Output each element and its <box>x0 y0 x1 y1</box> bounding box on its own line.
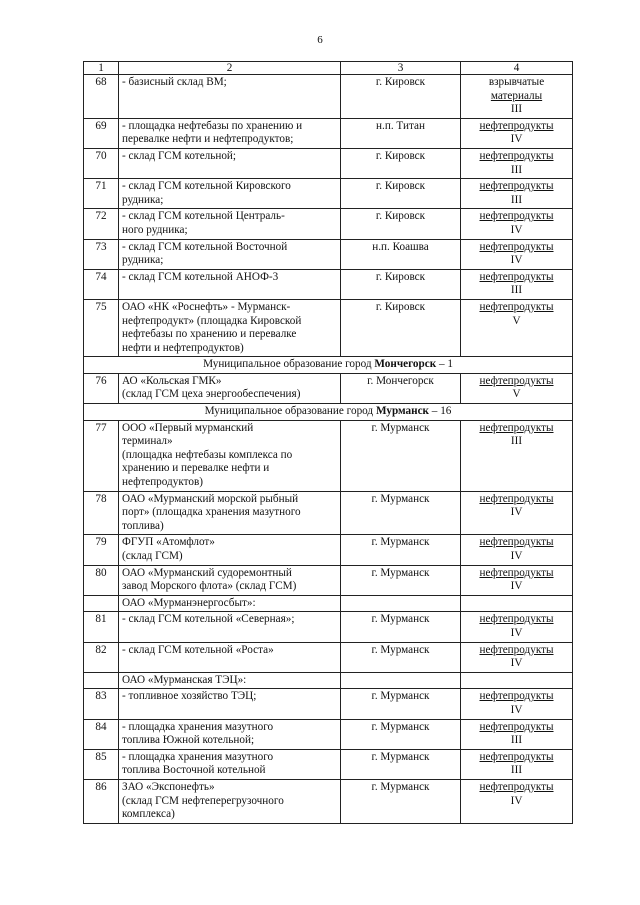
row-number: 75 <box>84 299 119 356</box>
object-name-line: (склад ГСМ цеха энергообеспечения) <box>122 388 301 401</box>
object-name-line: топлива) <box>122 519 164 532</box>
hazard-class: IV <box>510 580 523 593</box>
substance-type: нефтепродукты <box>479 613 554 626</box>
hazard-category <box>461 148 573 178</box>
table-row <box>84 779 573 823</box>
location: г. Кировск <box>341 269 461 299</box>
location: г. Мурманск <box>341 612 461 642</box>
row-number: 80 <box>84 565 119 595</box>
table-row <box>84 75 573 119</box>
object-name-line: рудника; <box>122 193 164 206</box>
row-number: 77 <box>84 420 119 491</box>
object-name-line: (склад ГСМ нефтеперегрузочного <box>122 794 284 807</box>
object-name-line: - топливное хозяйство ТЭЦ; <box>122 690 257 703</box>
header-col-3: 3 <box>341 62 461 75</box>
object-name-line: ОАО «Мурманская ТЭЦ»: <box>122 673 247 686</box>
object-name <box>119 689 341 719</box>
object-name-line: - площадка хранения мазутного <box>122 750 274 763</box>
object-name <box>119 75 341 119</box>
object-name-line <box>122 657 337 671</box>
hazard-category <box>461 209 573 239</box>
substance-type: нефтепродукты <box>479 240 554 253</box>
object-name-line: ОАО «Мурманский судоремонтный <box>122 566 292 579</box>
row-number: 76 <box>84 373 119 403</box>
section-city: Мурманск <box>375 405 429 418</box>
location: г. Кировск <box>341 148 461 178</box>
table-row <box>84 148 573 178</box>
substance-type: нефтепродукты <box>479 421 554 434</box>
substance-type: нефтепродукты <box>479 180 554 193</box>
hazard-class: III <box>510 163 523 176</box>
section-prefix: Муниципальное образование город <box>203 358 375 371</box>
hazard-class: IV <box>510 703 523 716</box>
row-number: 81 <box>84 612 119 642</box>
substance-type: материалы <box>490 89 543 102</box>
substance-type: нефтепродукты <box>479 119 554 132</box>
table-row <box>84 239 573 269</box>
object-name <box>119 595 341 612</box>
table-row <box>84 118 573 148</box>
hazard-category <box>461 373 573 403</box>
hazard-category <box>461 595 573 612</box>
table-row <box>84 689 573 719</box>
table-row <box>84 420 573 491</box>
table-row <box>84 535 573 565</box>
object-name-line: - базисный склад ВМ; <box>122 76 227 88</box>
location: г. Мурманск <box>341 749 461 779</box>
row-number: 69 <box>84 118 119 148</box>
object-name <box>119 209 341 239</box>
header-row <box>84 62 573 75</box>
location: г. Мурманск <box>341 642 461 672</box>
table-row <box>84 299 573 356</box>
hazard-class: IV <box>510 223 523 236</box>
section-count: – 1 <box>436 358 453 371</box>
object-name-line: - склад ГСМ котельной Централь- <box>122 210 285 223</box>
hazard-class: III <box>510 193 523 206</box>
hazard-category <box>461 239 573 269</box>
object-name-line: - склад ГСМ котельной Кировского <box>122 180 291 193</box>
row-number <box>84 672 119 689</box>
object-name <box>119 749 341 779</box>
substance-type: нефтепродукты <box>479 780 554 793</box>
object-name-line: ОАО «Мурманский морской рыбный <box>122 492 299 505</box>
header-col-4: 4 <box>461 62 573 75</box>
object-name-line: перевалке нефти и нефтепродуктов; <box>122 133 294 146</box>
object-name <box>119 719 341 749</box>
table-row <box>84 612 573 642</box>
object-name <box>119 672 341 689</box>
header-col-1: 1 <box>84 62 119 75</box>
hazard-class: V <box>512 388 521 401</box>
row-number: 85 <box>84 749 119 779</box>
row-number: 78 <box>84 491 119 535</box>
object-name-line: (склад ГСМ) <box>122 550 183 562</box>
hazard-category <box>461 612 573 642</box>
page-number: 6 <box>317 34 323 46</box>
section-city: Мончегорск <box>374 358 437 371</box>
location <box>341 672 461 689</box>
object-name <box>119 779 341 823</box>
substance-type: взрывчатые <box>488 76 545 88</box>
row-number: 68 <box>84 75 119 119</box>
row-number: 84 <box>84 719 119 749</box>
object-name-line: - площадка хранения мазутного <box>122 720 274 733</box>
location: г. Мурманск <box>341 535 461 565</box>
hazard-class: IV <box>510 254 523 267</box>
objects-table <box>83 61 573 824</box>
object-name <box>119 148 341 178</box>
substance-type: нефтепродукты <box>479 300 554 313</box>
header-col-2: 2 <box>119 62 341 75</box>
object-name-line: - склад ГСМ котельной «Северная»; <box>122 613 295 626</box>
substance-type: нефтепродукты <box>479 374 554 387</box>
section-title <box>84 357 573 374</box>
location <box>341 595 461 612</box>
hazard-category <box>461 642 573 672</box>
table-row <box>84 373 573 403</box>
object-name-line: ного рудника; <box>122 223 188 236</box>
row-number: 82 <box>84 642 119 672</box>
table-row <box>84 595 573 612</box>
hazard-category <box>461 565 573 595</box>
object-name-line: - склад ГСМ котельной АНОФ-3 <box>122 270 279 283</box>
object-name-line: ОАО «НК «Роснефть» - Мурманск- <box>122 300 291 313</box>
location: г. Кировск <box>341 209 461 239</box>
table-row <box>84 672 573 689</box>
hazard-class: III <box>510 734 523 747</box>
object-name <box>119 179 341 209</box>
row-number: 83 <box>84 689 119 719</box>
object-name-line: топлива Восточной котельной <box>122 764 266 777</box>
object-name-line: ООО «Первый мурманский <box>122 421 254 434</box>
object-name <box>119 373 341 403</box>
location: г. Мончегорск <box>341 373 461 403</box>
table-row <box>84 749 573 779</box>
location: г. Мурманск <box>341 719 461 749</box>
location: г. Мурманск <box>341 779 461 823</box>
substance-type: нефтепродукты <box>479 536 554 549</box>
substance-type: нефтепродукты <box>479 149 554 162</box>
hazard-category <box>461 689 573 719</box>
location: г. Кировск <box>341 75 461 119</box>
table-row <box>84 179 573 209</box>
object-name-line: комплекса) <box>122 808 175 821</box>
hazard-class: V <box>512 314 521 327</box>
hazard-class: III <box>510 435 523 448</box>
object-name <box>119 299 341 356</box>
object-name <box>119 269 341 299</box>
row-number: 74 <box>84 269 119 299</box>
substance-type: нефтепродукты <box>479 750 554 763</box>
location: г. Кировск <box>341 179 461 209</box>
hazard-category <box>461 779 573 823</box>
row-number: 86 <box>84 779 119 823</box>
hazard-class: IV <box>510 133 523 146</box>
object-name <box>119 239 341 269</box>
hazard-class: IV <box>510 626 523 639</box>
object-name-line: - склад ГСМ котельной Восточной <box>122 240 288 253</box>
table-row <box>84 209 573 239</box>
object-name <box>119 565 341 595</box>
object-name-line: (площадка нефтебазы комплекса по <box>122 448 293 461</box>
object-name-line: нефтепродуктов) <box>122 476 203 489</box>
hazard-category <box>461 75 573 119</box>
hazard-category <box>461 749 573 779</box>
location: г. Мурманск <box>341 689 461 719</box>
object-name-line: АО «Кольская ГМК» <box>122 374 222 387</box>
section-prefix: Муниципальное образование город <box>204 405 376 418</box>
substance-type: нефтепродукты <box>479 690 554 703</box>
section-row <box>84 357 573 374</box>
table-row <box>84 269 573 299</box>
table-row <box>84 719 573 749</box>
object-name <box>119 535 341 565</box>
object-name-line: топлива Южной котельной; <box>122 734 255 747</box>
hazard-category <box>461 719 573 749</box>
object-name-line: нефтебазы по хранению и перевалке <box>122 328 297 341</box>
object-name-line: - площадка нефтебазы по хранению и <box>122 119 303 132</box>
object-name-line: ОАО «Мурманэнергосбыт»: <box>122 596 256 609</box>
table-row <box>84 642 573 672</box>
object-name <box>119 612 341 642</box>
object-name-line: - склад ГСМ котельной «Роста» <box>122 643 274 656</box>
hazard-category <box>461 535 573 565</box>
object-name-line: завод Морского флота» (склад ГСМ) <box>122 580 297 593</box>
row-number: 71 <box>84 179 119 209</box>
section-row <box>84 404 573 421</box>
object-name-line: хранению и перевалке нефти и <box>122 462 270 475</box>
object-name <box>119 491 341 535</box>
table-row <box>84 565 573 595</box>
hazard-category <box>461 420 573 491</box>
location: г. Мурманск <box>341 420 461 491</box>
row-number: 72 <box>84 209 119 239</box>
hazard-class: III <box>510 764 523 777</box>
object-name-line: нефтепродукт» (площадка Кировской <box>122 314 302 327</box>
location: г. Мурманск <box>341 491 461 535</box>
hazard-class: IV <box>510 657 523 670</box>
hazard-category <box>461 672 573 689</box>
location: г. Мурманск <box>341 565 461 595</box>
hazard-category <box>461 299 573 356</box>
row-number <box>84 595 119 612</box>
object-name <box>119 420 341 491</box>
substance-type: нефтепродукты <box>479 270 554 283</box>
location: н.п. Титан <box>341 118 461 148</box>
section-count: – 16 <box>429 405 452 418</box>
hazard-class: III <box>510 103 523 116</box>
row-number: 73 <box>84 239 119 269</box>
substance-type: нефтепродукты <box>479 643 554 656</box>
object-name-line: нефти и нефтепродуктов) <box>122 341 244 354</box>
hazard-class: III <box>510 284 523 297</box>
section-title <box>84 404 573 421</box>
hazard-class: IV <box>510 794 523 807</box>
object-name <box>119 118 341 148</box>
substance-type: нефтепродукты <box>479 566 554 579</box>
location: г. Кировск <box>341 299 461 356</box>
hazard-category <box>461 491 573 535</box>
hazard-category <box>461 118 573 148</box>
object-name-line: рудника; <box>122 254 164 267</box>
hazard-class: IV <box>510 506 523 519</box>
hazard-category <box>461 179 573 209</box>
row-number: 70 <box>84 148 119 178</box>
location: н.п. Коашва <box>341 239 461 269</box>
row-number: 79 <box>84 535 119 565</box>
object-name <box>119 642 341 672</box>
object-name-line: порт» (площадка хранения мазутного <box>122 506 301 519</box>
hazard-category <box>461 269 573 299</box>
table-row <box>84 491 573 535</box>
object-name-line: терминал» <box>122 435 173 448</box>
substance-type: нефтепродукты <box>479 492 554 505</box>
hazard-class: IV <box>510 550 523 562</box>
substance-type: нефтепродукты <box>479 210 554 223</box>
object-name-line: ФГУП «Атомфлот» <box>122 536 215 549</box>
substance-type: нефтепродукты <box>479 720 554 733</box>
object-name-line: ЗАО «Экспонефть» <box>122 780 215 793</box>
object-name-line: - склад ГСМ котельной; <box>122 149 237 162</box>
